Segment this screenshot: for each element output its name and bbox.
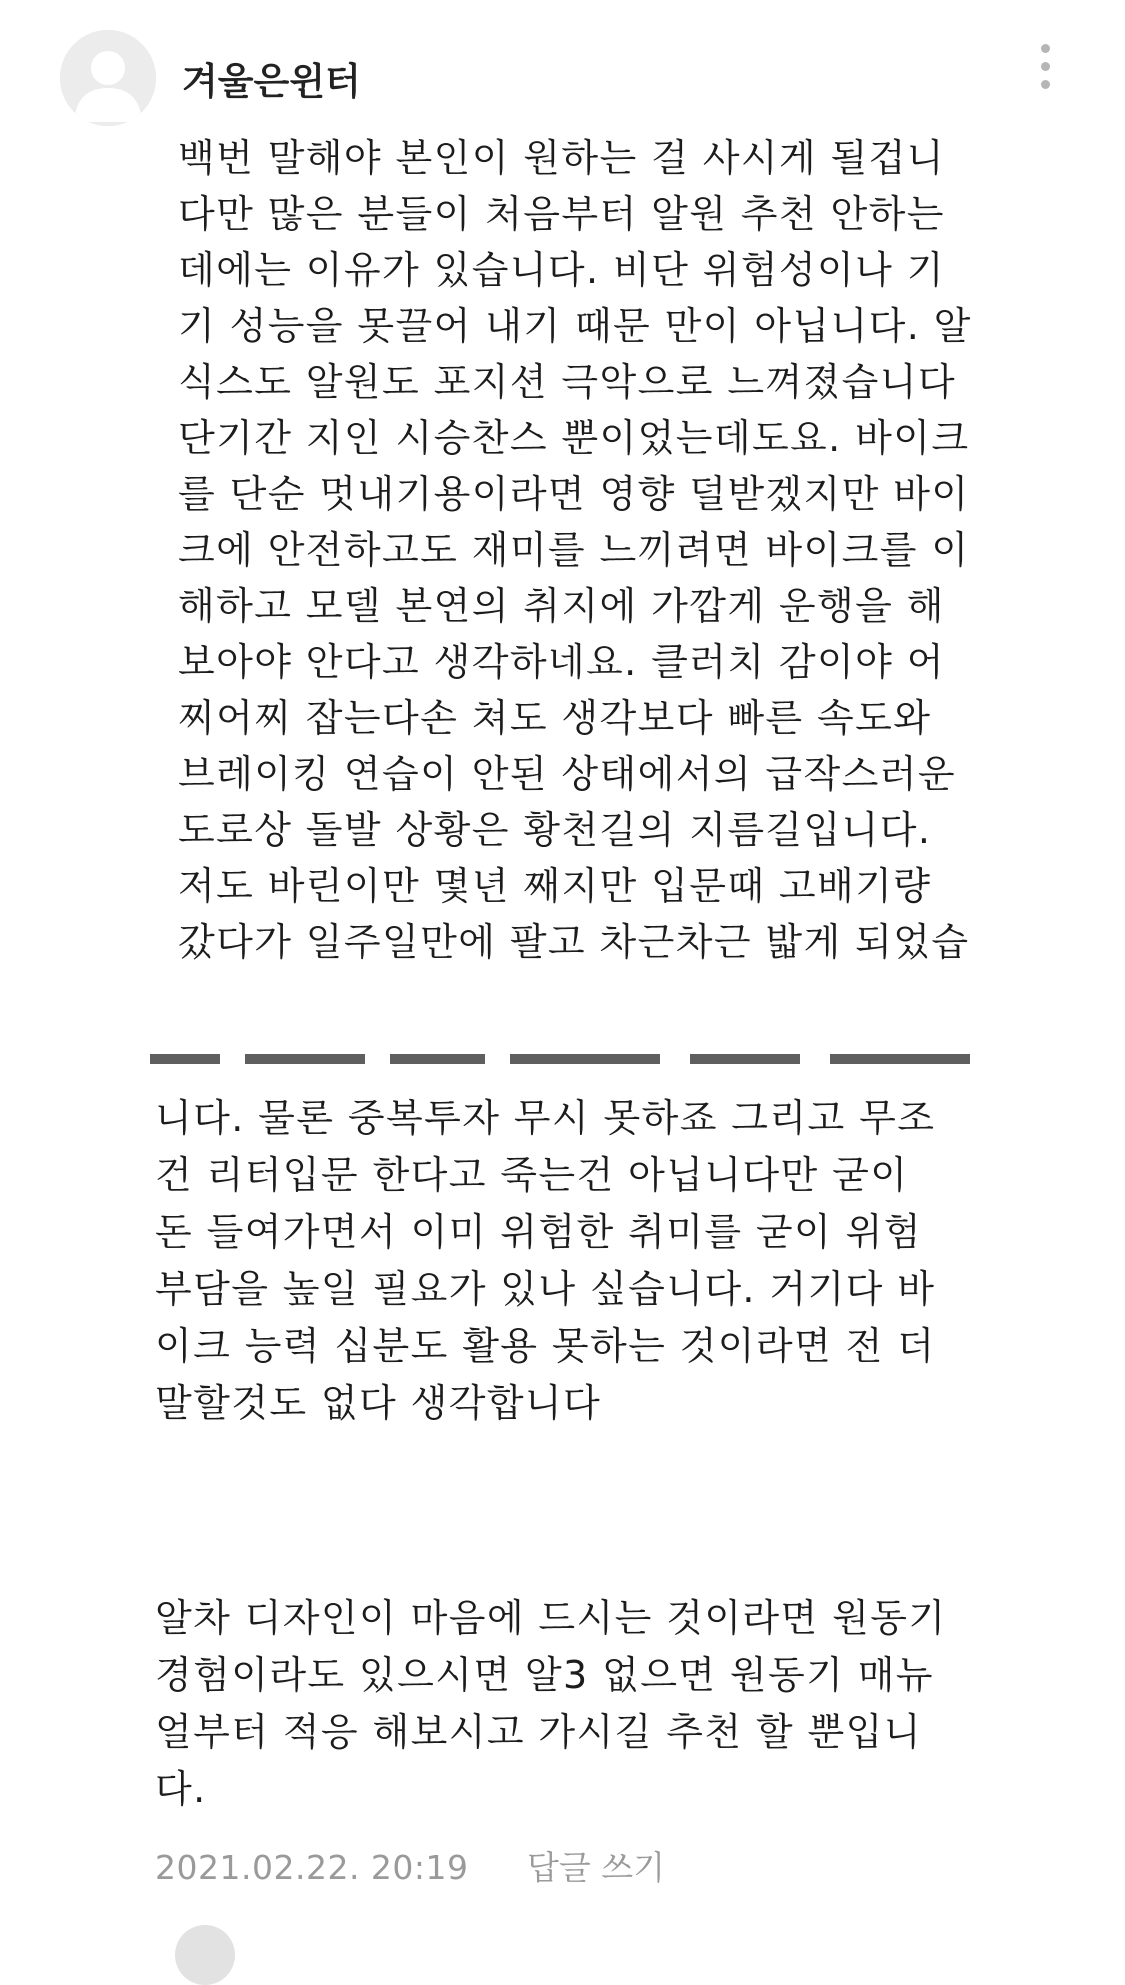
comment-text-line: 데에는 이유가 있습니다. 비단 위험성이나 기 — [178, 248, 945, 292]
comment-author[interactable]: 겨울은윈터 — [182, 60, 361, 103]
comment-text-line: 알차 디자인이 마음에 드시는 것이라면 원동기 — [155, 1596, 947, 1640]
comment-text-line: 얼부터 적응 해보시고 가시길 추천 할 뿐입니 — [155, 1710, 922, 1754]
screenshot-seam — [150, 1054, 990, 1064]
vertical-ellipsis-icon[interactable] — [1030, 44, 1060, 100]
comment-text-line: 백번 말해야 본인이 원하는 걸 사시게 될겁니 — [178, 136, 945, 180]
comment-text-line: 찌어찌 잡는다손 쳐도 생각보다 빠른 속도와 — [178, 696, 932, 740]
comment-body-part2 — [155, 1090, 1055, 1432]
comment-text-line: 브레이킹 연습이 안된 상태에서의 급작스러운 — [178, 752, 956, 796]
comment-text-line: 기 성능을 못끌어 내기 때문 만이 아닙니다. 알 — [178, 304, 972, 348]
comment-text-line: 경험이라도 있으시면 알3 없으면 원동기 매뉴 — [155, 1653, 934, 1697]
comment-text-line: 식스도 알원도 포지션 극악으로 느껴졌습니다 — [178, 360, 956, 404]
comment-body-part3 — [155, 1590, 1055, 1818]
comment-text-line: 다만 많은 분들이 처음부터 알원 추천 안하는 — [178, 192, 945, 236]
comment-text-line: 갔다가 일주일만에 팔고 차근차근 밟게 되었습 — [178, 920, 970, 964]
comment-text-line: 보아야 안다고 생각하네요. 클러치 감이야 어 — [178, 640, 945, 684]
comment-text-line: 저도 바린이만 몇년 째지만 입문때 고배기량 — [178, 864, 932, 908]
comment-text-line: 단기간 지인 시승찬스 뿐이었는데도요. 바이크 — [178, 416, 970, 460]
comment-text-line: 다. — [155, 1767, 207, 1811]
comment-text-line: 를 단순 멋내기용이라면 영향 덜받겠지만 바이 — [178, 472, 970, 516]
reply-button[interactable]: 답글 쓰기 — [527, 1848, 666, 1887]
comment-text-line: 돈 들여가면서 이미 위험한 취미를 굳이 위험 — [155, 1210, 922, 1254]
comment-text-line: 크에 안전하고도 재미를 느끼려면 바이크를 이 — [178, 528, 970, 572]
comment-text-line: 말할것도 없다 생각합니다 — [155, 1381, 602, 1425]
comment-timestamp: 2021.02.22. 20:19 — [155, 1848, 469, 1887]
comment-body-part1 — [178, 130, 1078, 970]
default-profile-icon[interactable] — [60, 30, 156, 126]
comment-text-line: 부담을 높일 필요가 있나 싶습니다. 거기다 바 — [155, 1267, 936, 1311]
comment-meta — [155, 1848, 665, 1888]
next-comment-avatar — [175, 1925, 235, 1985]
comment-text-line: 건 리터입문 한다고 죽는건 아닙니다만 굳이 — [155, 1153, 909, 1197]
comment-text-line: 도로상 돌발 상황은 황천길의 지름길입니다. — [178, 808, 932, 852]
comment-text-line: 이크 능력 십분도 활용 못하는 것이라면 전 더 — [155, 1324, 936, 1368]
comment-text-line: 니다. 물론 중복투자 무시 못하죠 그리고 무조 — [155, 1096, 936, 1140]
comment-text-line: 해하고 모델 본연의 취지에 가깝게 운행을 해 — [178, 584, 945, 628]
